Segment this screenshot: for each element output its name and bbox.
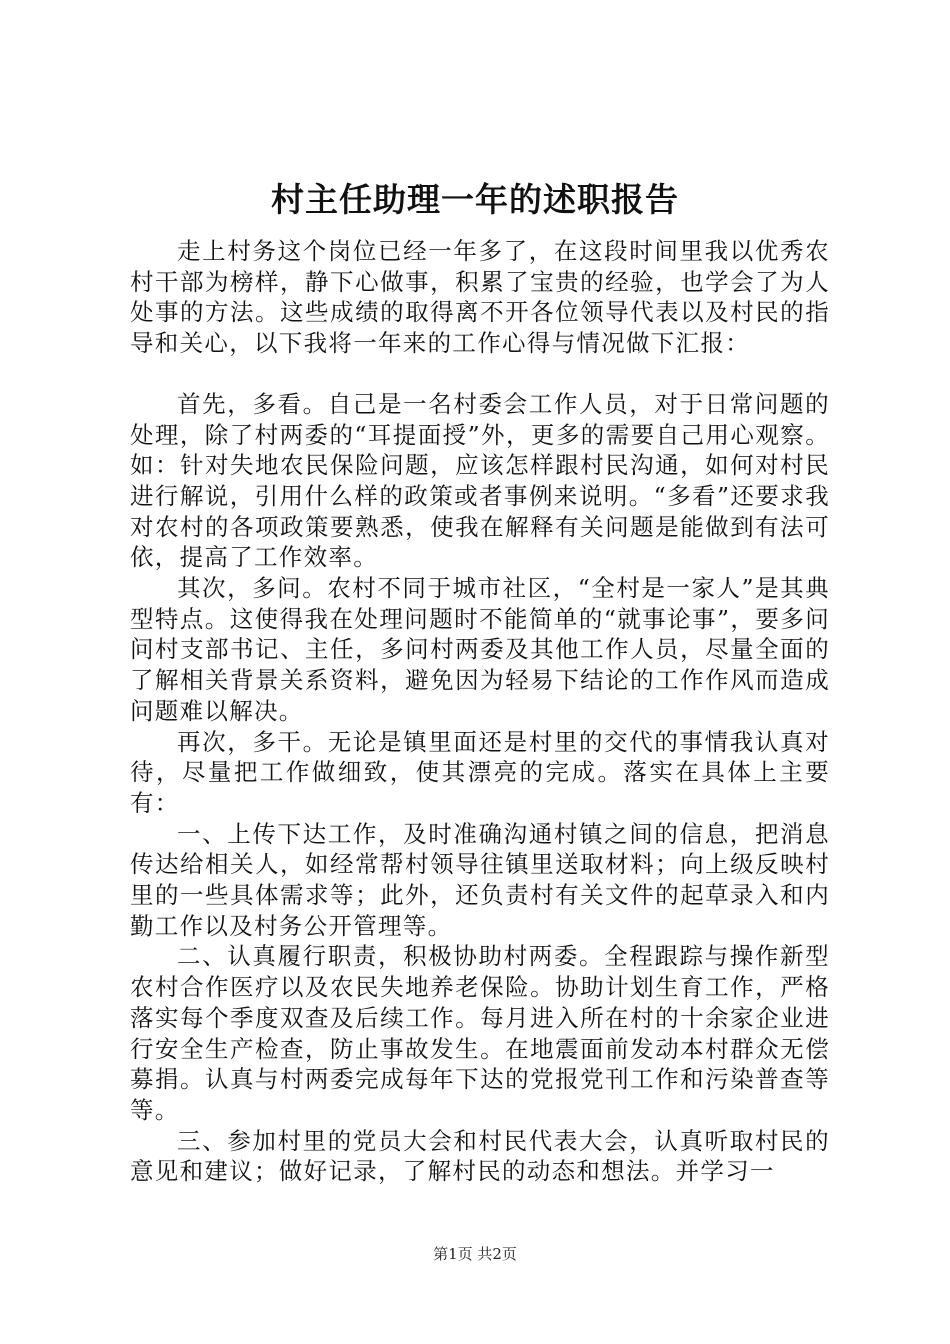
page-number-footer: 第1页 共2页 — [433, 1245, 517, 1263]
paragraph-item-one: 一、上传下达工作，及时准确沟通村镇之间的信息，把消息传达给相关人，如经常帮村领导往镇里送取材料；向上级反映村里的一些具体需求等；此外，还负责村有关文件的起草录入和内勤工作以及村务公开管理等。 — [130, 819, 830, 940]
document-title: 村主任助理一年的述职报告 — [271, 180, 679, 219]
paragraph-intro: 走上村务这个岗位已经一年多了，在这段时间里我以优秀农村干部为榜样，静下心做事，积累了宝贵的经验，也学会了为人处事的方法。这些成绩的取得离不开各位领导代表以及村民的指导和关心，以下我将一年来的工作心得与情况做下汇报： — [130, 237, 830, 358]
paragraph-first-look: 首先，多看。自己是一名村委会工作人员，对于日常问题的处理，除了村两委的“耳提面授”外，更多的需要自己用心观察。如：针对失地农民保险问题，应该怎样跟村民沟通，如何对村民进行解说，引用什么样的政策或者事例来说明。“多看”还要求我对农村的各项政策要熟悉，使我在解释有关问题是能做到有法可依，提高了工作效率。 — [130, 389, 830, 572]
paragraph-third-do: 再次，多干。无论是镇里面还是村里的交代的事情我认真对待，尽量把工作做细致，使其漂亮的完成。落实在具体上主要有： — [130, 727, 830, 817]
paragraph-item-three: 三、参加村里的党员大会和村民代表大会，认真听取村民的意见和建议；做好记录，了解村民的动态和想法。并学习一 — [130, 1126, 830, 1186]
paragraph-item-two: 二、认真履行职责，积极协助村两委。全程跟踪与操作新型农村合作医疗以及农民失地养老保险。协助计划生育工作，严格落实每个季度双查及后续工作。每月进入所在村的十余家企业进行安全生产检查，防止事故发生。在地震面前发动本村群众无偿募捐。认真与村两委完成每年下达的党报党刊工作和污染普查等等。 — [130, 942, 830, 1124]
document-body — [130, 236, 830, 1187]
paragraph-second-ask: 其次，多问。农村不同于城市社区，“全村是一家人”是其典型特点。这使得我在处理问题时不能简单的“就事论事”，要多问问村支部书记、主任，多问村两委及其他工作人员，尽量全面的了解相关背景关系资料，避免因为轻易下结论的工作作风而造成问题难以解决。 — [130, 574, 830, 725]
